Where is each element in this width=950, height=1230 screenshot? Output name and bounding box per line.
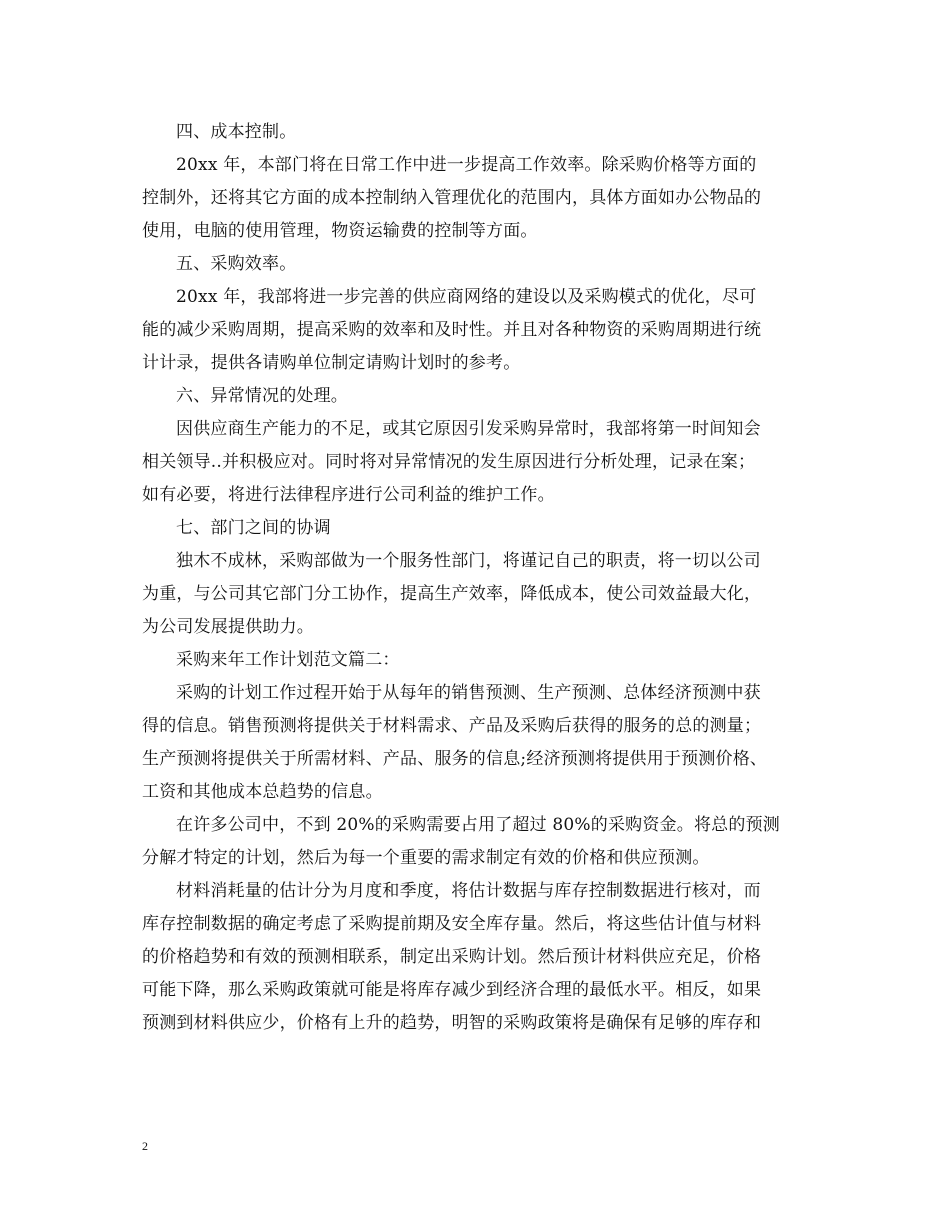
paragraph-line: 为公司发展提供助力。 [142, 617, 314, 637]
paragraph-line: 材料消耗量的估计分为月度和季度，将估计数据与库存控制数据进行核对，而 [176, 881, 761, 901]
paragraph-line: 库存控制数据的确定考虑了采购提前期及安全库存量。然后，将这些估计值与材料 [142, 914, 762, 934]
paragraph-line: 计计录，提供各请购单位制定请购计划时的参考。 [142, 353, 521, 373]
paragraph-line: 为重，与公司其它部门分工协作，提高生产效率，降低成本，使公司效益最大化， [142, 584, 762, 604]
paragraph-line: 的价格趋势和有效的预测相联系，制定出采购计划。然后预计材料供应充足，价格 [142, 947, 762, 967]
paragraph-line: 独木不成林，采购部做为一个服务性部门，将谨记自己的职责，将一切以公司 [176, 551, 761, 571]
paragraph-line: 使用，电脑的使用管理，物资运输费的控制等方面。 [142, 221, 538, 241]
paragraph-line: 采购的计划工作过程开始于从每年的销售预测、生产预测、总体经济预测中获 [176, 683, 761, 703]
paragraph-line: 如有必要，将进行法律程序进行公司利益的维护工作。 [142, 485, 555, 505]
section-heading-cost-control: 四、成本控制。 [176, 122, 297, 142]
section-heading-exception-handling: 六、异常情况的处理。 [176, 386, 348, 406]
paragraph-line: 能的减少采购周期，提高采购的效率和及时性。并且对各种物资的采购周期进行统 [142, 320, 762, 340]
paragraph-line: 预测到材料供应少，价格有上升的趋势，明智的采购政策将是确保有足够的库存和 [142, 1013, 762, 1033]
paragraph-line: 在许多公司中，不到 20%的采购需要占用了超过 80%的采购资金。将总的预测 [176, 815, 780, 835]
paragraph-line: 控制外，还将其它方面的成本控制纳入管理优化的范围内，具体方面如办公物品的 [142, 188, 762, 208]
document-body [142, 116, 812, 1040]
paragraph-line: 生产预测将提供关于所需材料、产品、服务的信息;经济预测将提供用于预测价格、 [142, 749, 768, 769]
paragraph-line: 20xx 年，本部门将在日常工作中进一步提高工作效率。除采购价格等方面的 [176, 155, 757, 175]
paragraph-line: 相关领导..并积极应对。同时将对异常情况的发生原因进行分析处理，记录在案； [142, 452, 756, 472]
section-heading-department-coordination: 七、部门之间的协调 [176, 518, 331, 538]
paragraph-line: 工资和其他成本总趋势的信息。 [142, 782, 383, 802]
paragraph-line: 得的信息。销售预测将提供关于材料需求、产品及采购后获得的服务的总的测量； [142, 716, 762, 736]
page-number: 2 [142, 1139, 148, 1153]
paragraph-line: 分解才特定的计划，然后为每一个重要的需求制定有效的价格和供应预测。 [142, 848, 710, 868]
section-heading-purchasing-efficiency: 五、采购效率。 [176, 254, 297, 274]
paragraph-line: 可能下降，那么采购政策就可能是将库存减少到经济合理的最低水平。相反，如果 [142, 980, 762, 1000]
paragraph-line: 20xx 年，我部将进一步完善的供应商网络的建设以及采购模式的优化，尽可 [176, 287, 757, 307]
paragraph-line: 因供应商生产能力的不足，或其它原因引发采购异常时，我部将第一时间知会 [176, 419, 761, 439]
subtitle-sample-two: 采购来年工作计划范文篇二： [176, 650, 400, 670]
